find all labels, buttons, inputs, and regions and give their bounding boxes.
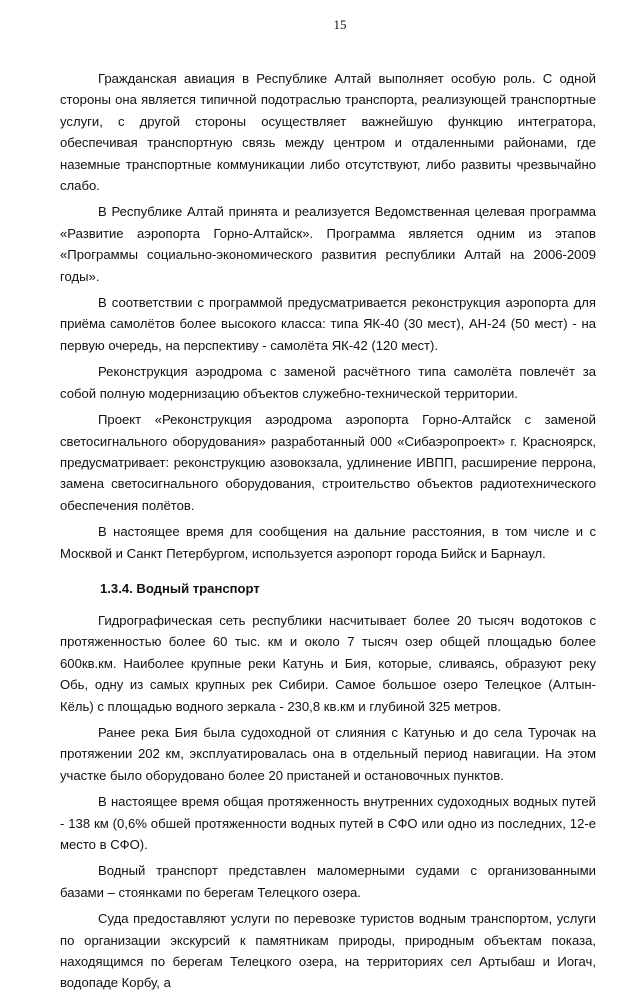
paragraph-hydrography: Гидрографическая сеть республики насчитывает более 20 тысяч водотоков с протяженностью более 60 тыс. км и около 7 тысяч озер общей площадью более 600кв.км. Наиболее крупные реки Катунь и Бия, которые, сливаясь, образуют реку Обь, одну из самых крупных рек Сибири. Самое большое озеро Телецкое (Алтын-Кёль) с площадью водного зеркала - 230,8 кв.км и глубиной 325 метров. [60, 612, 596, 714]
paragraph-tourist-services: Суда предоставляют услуги по перевозке туристов водным транспортом, услуги по организации экскурсий к памятникам природы, природным объектам показа, находящимся по берегам Телецкого озера, на территориях сел Артыбаш и Иогач, водопаде Корбу, а [60, 911, 596, 991]
page-number: 15 [333, 17, 347, 32]
section-heading-water-transport: 1.3.4. Водный транспорт [100, 580, 260, 596]
paragraph-small-vessels: Водный транспорт представлен маломерными судами с организованными базами – стоянками по берегам Телецкого озера. [60, 863, 596, 900]
paragraph-aerodrome-modernization: Реконструкция аэродрома с заменой расчётного типа самолёта повлечёт за собой полную модернизацию объектов служебно-технической территории. [60, 364, 596, 401]
paragraph-civil-aviation-role: Гражданская авиация в Республике Алтай выполняет особую роль. С одной стороны она является типичной подотраслью транспорта, реализующей транспортные услуги, с другой стороны осуществляет важнейшую функцию интегратора, обеспечивая транспортную связь между центром и отдаленными районами, где наземные транспортные коммуникации либо отсутствуют, либо развиты чрезвычайно слабо. [60, 71, 596, 194]
paragraph-reconstruction-aircraft: В соответствии с программой предусматривается реконструкция аэропорта для приёма самолётов более высокого класса: типа ЯК-40 (30 мест), АН-24 (50 мест) - на первую очередь, на перспективу - самолёта ЯК-42 (120 мест). [60, 295, 596, 353]
paragraph-long-distance-airports: В настоящее время для сообщения на дальние расстояния, в том числе и с Москвой и Санкт Петербургом, используется аэропорт города Бийск и Барнаул. [60, 524, 596, 561]
paragraph-airport-program: В Республике Алтай принята и реализуется Ведомственная целевая программа «Развитие аэропорта Горно-Алтайск». Программа является одним из этапов «Программы социально-экономического развития республики Алтай на 2006-2009 годы». [60, 204, 596, 284]
paragraph-project-description: Проект «Реконструкция аэродрома аэропорта Горно-Алтайск с заменой светосигнального оборудования» разработанный 000 «Сибаэропроект» г. Красноярск, предусматривает: реконструкцию азовокзала, удлинение ИВПП, расширение перрона, замена светосигнального оборудования, строительство объектов радиотехнического обеспечения полётов. [60, 412, 596, 513]
paragraph-biya-river: Ранее река Бия была судоходной от слияния с Катунью и до села Турочак на протяжении 202 км, эксплуатировалась она в отдельный период навигации. На этом участке было оборудовано более 20 пристаней и остановочных пунктов. [60, 724, 596, 783]
paragraph-waterways-length: В настоящее время общая протяженность внутренних судоходных водных путей - 138 км (0,6% обшей протяженности водных путей в СФО или одно из последних, 12-е место в СФО). [60, 794, 596, 852]
